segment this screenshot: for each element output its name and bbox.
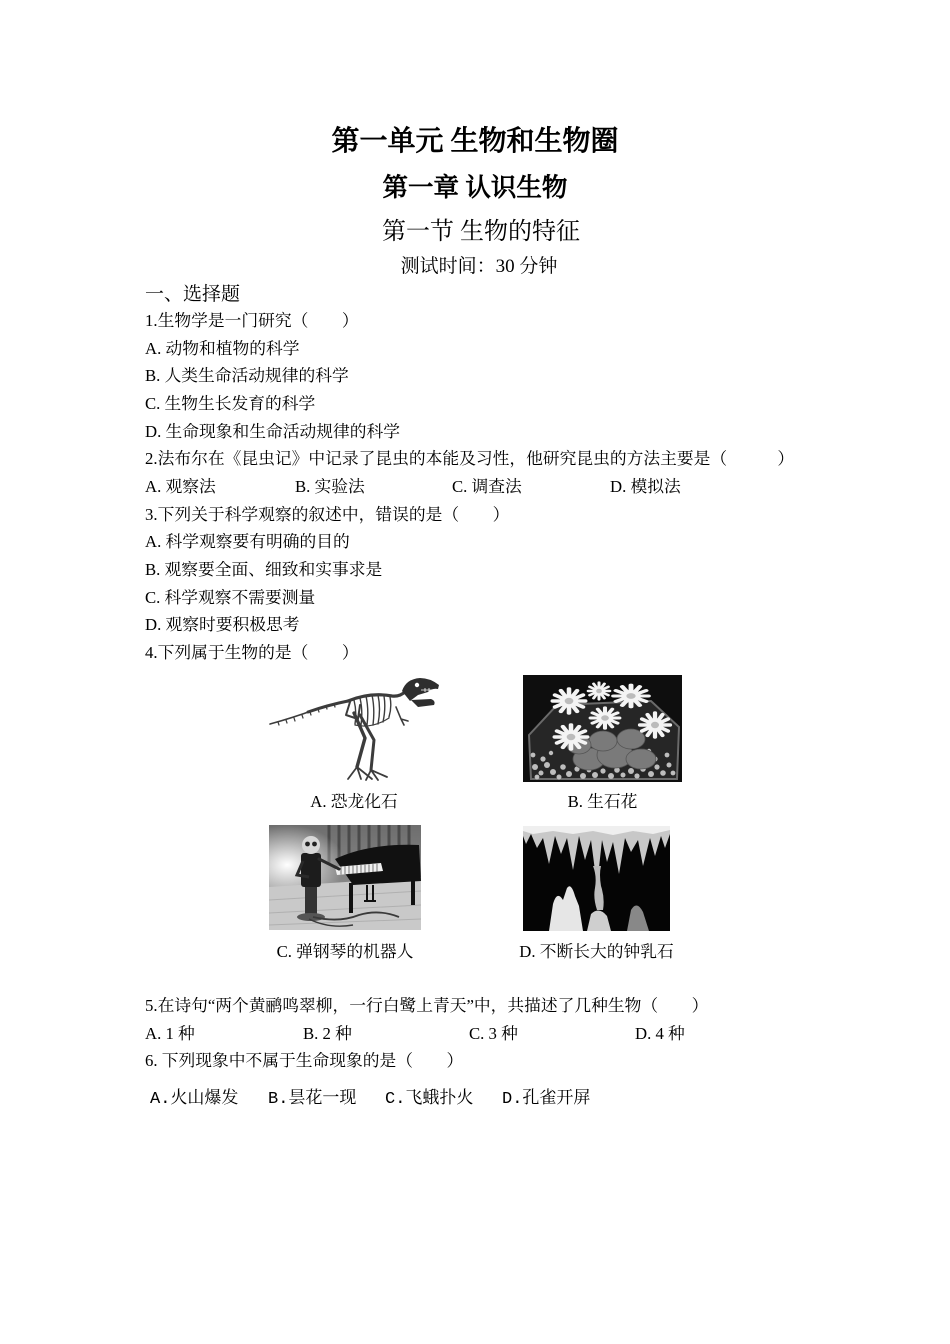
questions-5-to-6 xyxy=(145,992,708,1114)
unit-title: 第一单元 生物和生物圈 xyxy=(331,126,619,157)
question-6-option-d: D.孔雀开屏 xyxy=(502,1090,591,1110)
skull xyxy=(402,678,439,701)
question-4-figure-c xyxy=(235,825,455,966)
question-2-option-c: C. 调查法 xyxy=(452,477,522,497)
question-1-option-c: C. 生物生长发育的科学 xyxy=(145,394,316,414)
question-3-option-d: D. 观察时要积极思考 xyxy=(145,615,300,635)
lower-jaw xyxy=(411,699,435,707)
question-2-option-d: D. 模拟法 xyxy=(610,477,681,497)
question-2-option-a: A. 观察法 xyxy=(145,477,216,497)
question-1-stem: 1.生物学是一门研究（ ） xyxy=(145,311,359,331)
question-1-option-d: D. 生命现象和生命活动规律的科学 xyxy=(145,421,400,441)
stalactite-image xyxy=(523,826,670,931)
chapter-title: 第一章 认识生物 xyxy=(382,173,568,202)
question-4-figure-b xyxy=(493,675,713,816)
question-3-option-b: B. 观察要全面、细致和实事求是 xyxy=(145,560,383,580)
question-5-option-a: A. 1 种 xyxy=(145,1023,195,1043)
section-title: 第一节 生物的特征 xyxy=(382,219,580,245)
question-4-stem: 4.下列属于生物的是（ ） xyxy=(145,643,359,663)
skeleton-bones xyxy=(270,691,408,780)
question-6-option-b: B.昙花一现 xyxy=(268,1090,357,1110)
question-6-option-c: C.飞蛾扑火 xyxy=(385,1090,474,1110)
question-3-option-c: C. 科学观察不需要测量 xyxy=(145,587,316,607)
question-6-options xyxy=(145,1086,708,1114)
question-5-option-d: D. 4 种 xyxy=(635,1023,685,1043)
piano-robot-image xyxy=(269,825,421,930)
lithops-image xyxy=(523,675,682,782)
question-4-figure-d xyxy=(487,826,707,966)
question-3-stem: 3.下列关于科学观察的叙述中，错误的是（ ） xyxy=(145,504,510,524)
section-heading: 一、选择题 xyxy=(145,284,241,305)
question-5-option-b: B. 2 种 xyxy=(303,1023,352,1043)
question-1-option-a: A. 动物和植物的科学 xyxy=(145,338,300,358)
question-6-stem: 6. 下列现象中不属于生命现象的是（ ） xyxy=(145,1051,464,1071)
question-4-option-d: D. 不断长大的钟乳石 xyxy=(519,942,674,961)
questions-1-to-4 xyxy=(145,307,794,667)
dinosaur-fossil-image xyxy=(268,675,440,782)
question-4-option-c: C. 弹钢琴的机器人 xyxy=(276,942,414,961)
question-3-option-a: A. 科学观察要有明确的目的 xyxy=(145,532,350,552)
question-5-options xyxy=(145,1020,708,1048)
question-2-options xyxy=(145,473,794,501)
question-5-stem: 5.在诗句“两个黄鹂鸣翠柳，一行白鹭上青天”中，共描述了几种生物（ ） xyxy=(145,996,709,1016)
question-4-option-b: B. 生石花 xyxy=(567,792,638,811)
question-6-option-a: A.火山爆发 xyxy=(150,1090,239,1110)
question-1-option-b: B. 人类生命活动规律的科学 xyxy=(145,366,349,386)
question-4-figure-a xyxy=(244,675,464,816)
test-time: 测试时间：30 分钟 xyxy=(400,256,558,277)
question-2-stem: 2.法布尔在《昆虫记》中记录了昆虫的本能及习性，他研究昆虫的方法主要是（ ） xyxy=(145,449,795,469)
question-4-option-a: A. 恐龙化石 xyxy=(310,792,398,811)
question-2-option-b: B. 实验法 xyxy=(295,477,365,497)
robot-head xyxy=(302,836,320,854)
question-5-option-c: C. 3 种 xyxy=(469,1023,518,1043)
